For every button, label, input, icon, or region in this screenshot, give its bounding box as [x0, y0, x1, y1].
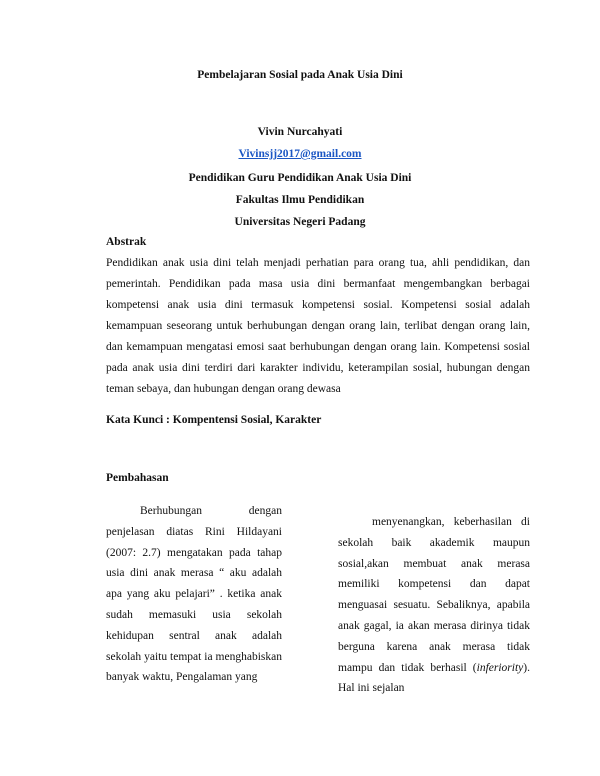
author-name: Vivin Nurcahyati [257, 126, 343, 138]
faculty: Fakultas Ilmu Pendidikan [235, 194, 365, 206]
keywords: Kata Kunci : Kompentensi Sosial, Karakter [106, 414, 322, 426]
right-column-text-end: ). Hal ini sejalan [338, 661, 530, 695]
italic-term: inferiority [476, 661, 524, 674]
right-column-text-start: menyenangkan, keberhasilan di sekolah baik akademik maupun sosial,akan membuat anak merasa memiliki kompetensi dan dapat menguasai sesuatu. Sebaliknya, apabila anak gagal, ia akan merasa dirinya tidak berguna karena anak merasa tidak mampu dan tidak berhasil ( [338, 516, 530, 674]
study-program: Pendidikan Guru Pendidikan Anak Usia Dini [188, 172, 412, 184]
university: Universitas Negeri Padang [234, 216, 366, 228]
author-email-link[interactable]: Vivinsjj2017@gmail.com [238, 148, 362, 160]
left-column-text: Berhubungan dengan penjelasan diatas Rini Hildayani (2007: 2.7) mengatakan pada tahap usia dini anak merasa “ aku adalah apa yang aku pelajari” . ketika anak sudah memasuki usia sekolah kehidupan sentral anak adalah sekolah yaitu tempat ia menghabiskan banyak waktu, Pengalaman yang [106, 505, 282, 684]
paper-title: Pembelajaran Sosial pada Anak Usia Dini [197, 69, 403, 81]
abstract-heading: Abstrak [106, 236, 147, 248]
right-column-text [338, 512, 530, 699]
section-heading: Pembahasan [106, 472, 169, 484]
abstract-body: Pendidikan anak usia dini telah menjadi perhatian para orang tua, ahli pendidikan, dan pemerintah. Pendidikan pada masa usia dini bermanfaat mengembangkan berbagai kompetensi anak usia dini termasuk kompetensi sosial. Kompetensi sosial adalah kemampuan seseorang untuk berhubungan dengan orang lain, terlibat dengan orang lain, dan kemampuan mengatasi emosi saat berhubungan dengan orang lain. Kompetensi sosial pada anak usia dini terdiri dari karakter individu, keterampilan sosial, hubungan dengan teman sebaya, dan hubungan dengan orang dewasa [106, 257, 530, 395]
